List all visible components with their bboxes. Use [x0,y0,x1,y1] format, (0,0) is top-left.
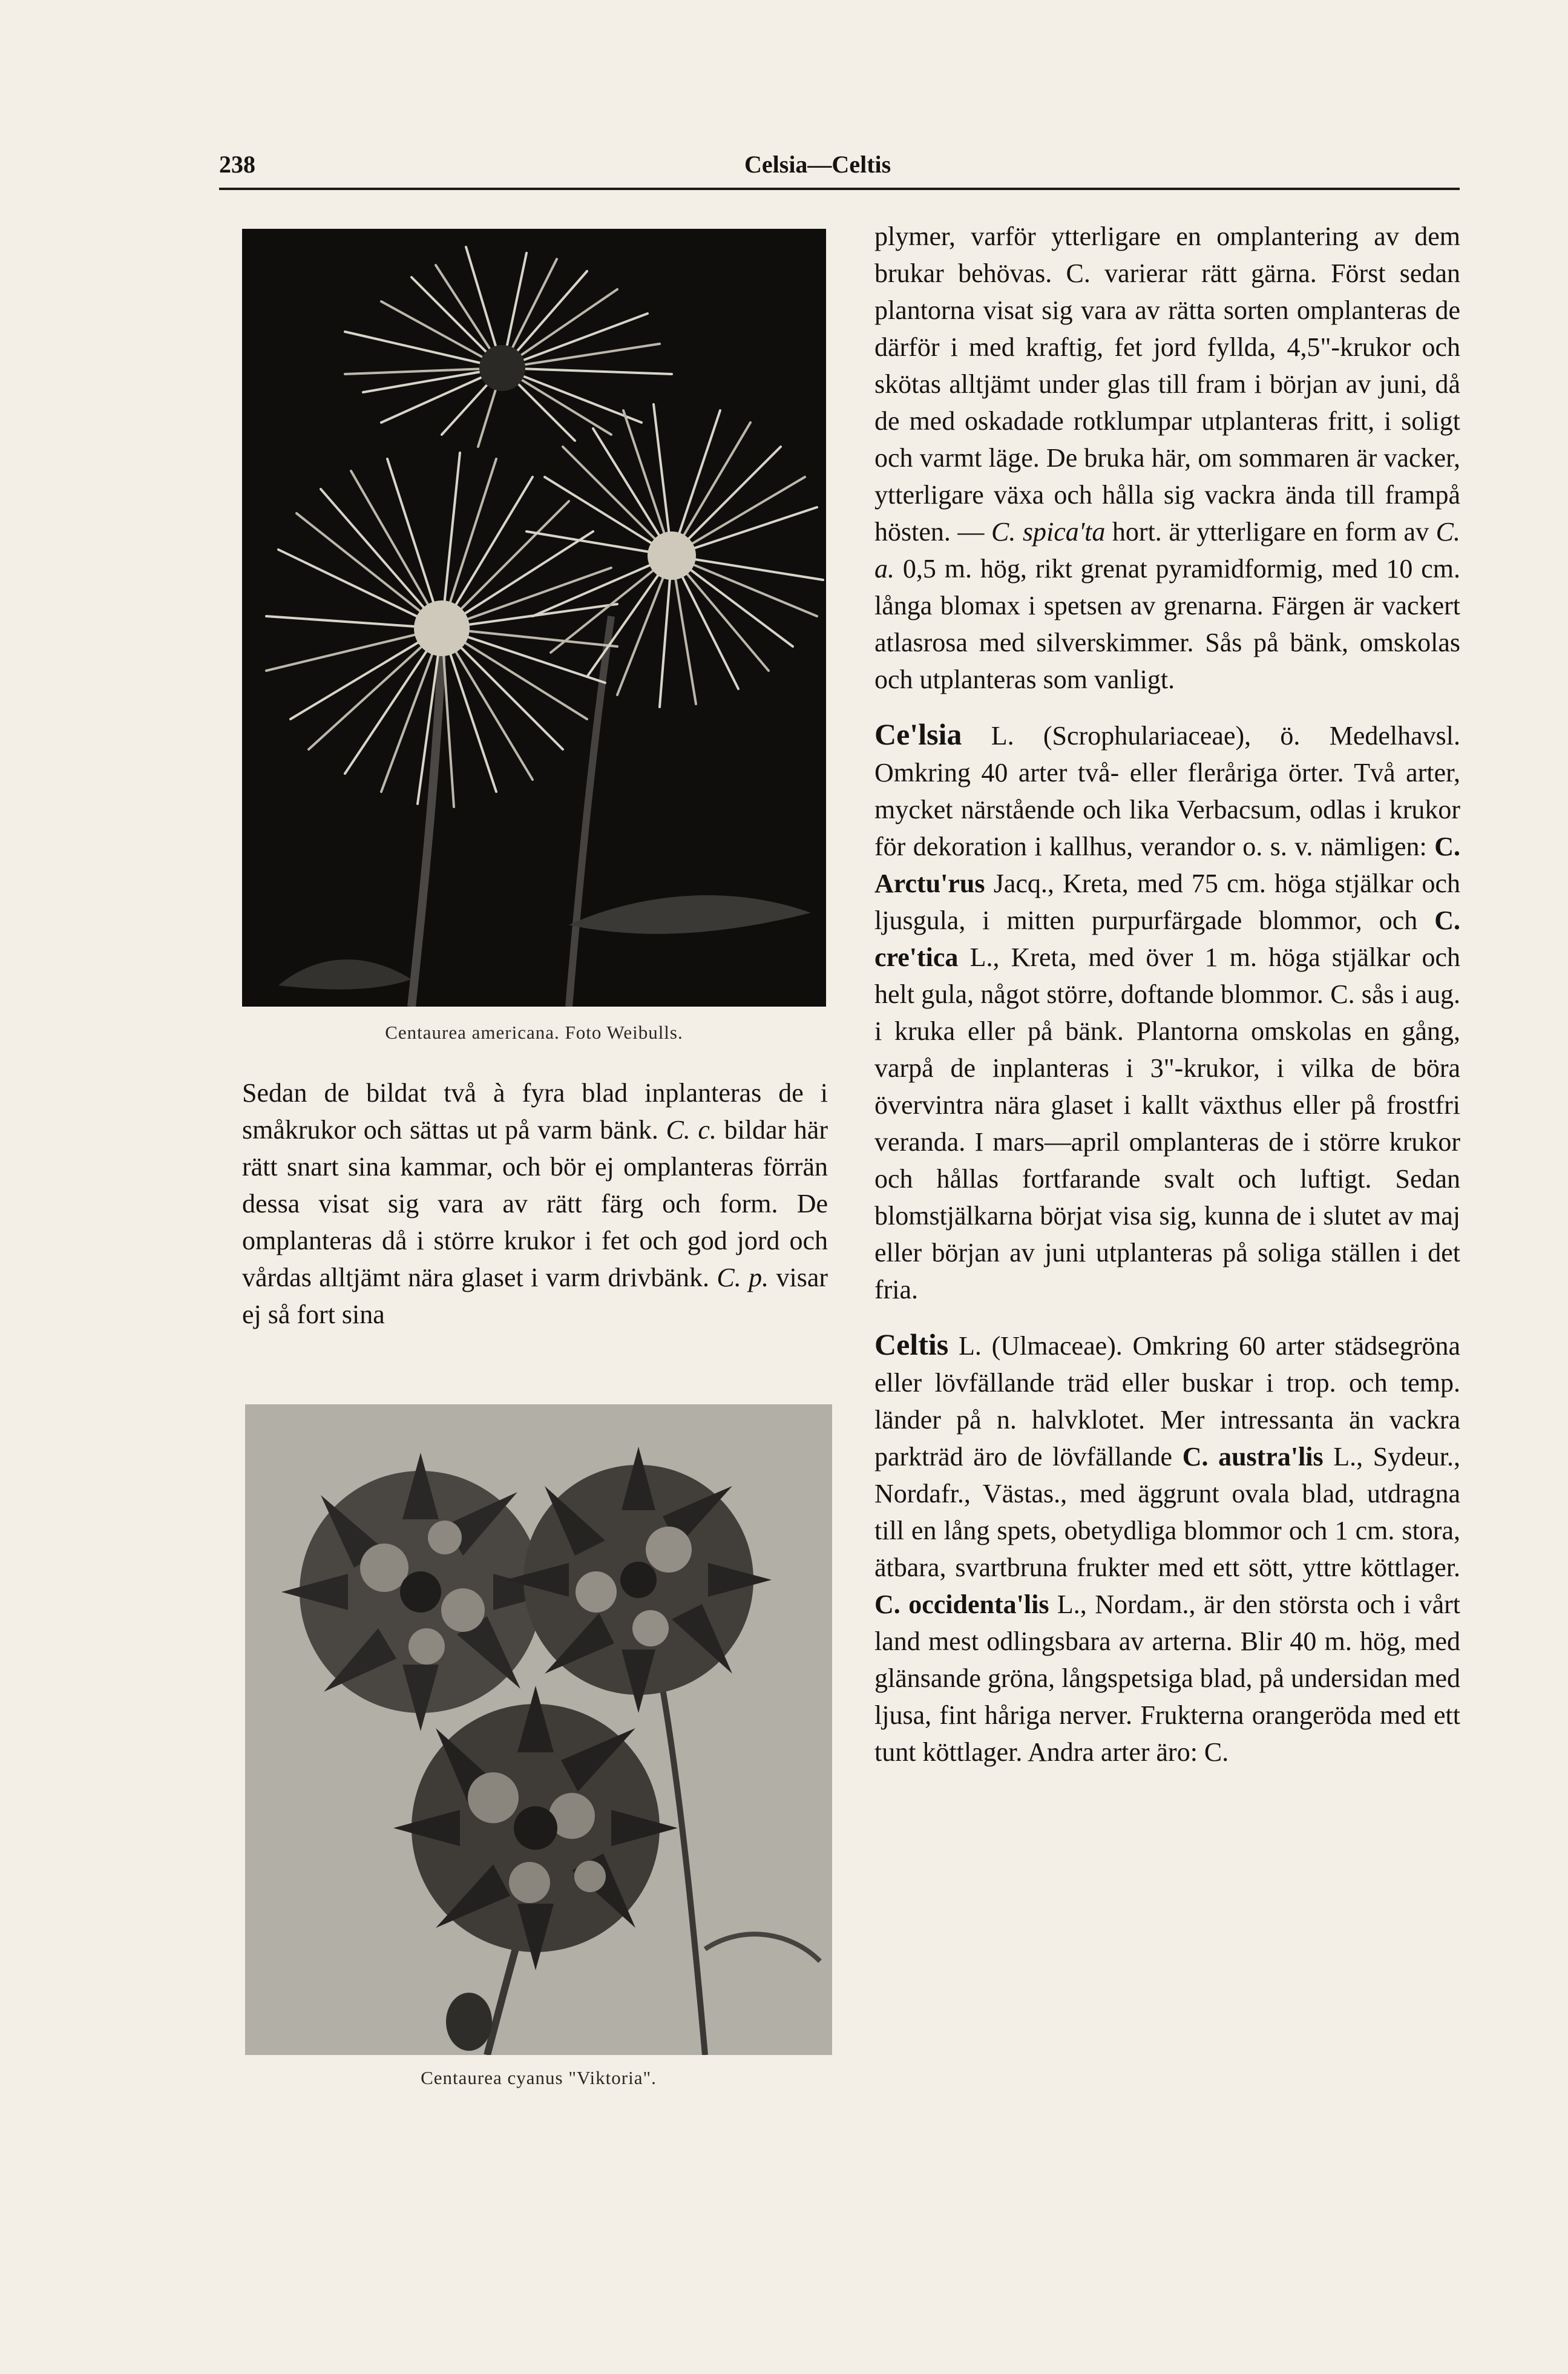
italic-term: C. spica'ta [991,517,1106,547]
text-run: L. (Ulmaceae). Omkring 60 arter städsegröna eller lövfällande träd eller buskar i trop. och temp. länder på n. halvklotet. Mer intressanta än vackra parkträd äro de lövfällande [874,1331,1460,1471]
text-run: L., Sydeur., Nordafr., Västas., med äggrunt ovala blad, utdragna till en lång spets, obetydliga blommor och 1 cm. stora, ätbara, svartbruna frukter med ett sött, yttre köttlager. [874,1442,1460,1582]
italic-term: C. p. [717,1263,769,1292]
photo-centaurea-americana [242,229,826,1007]
figure-centaurea-cyanus [245,1404,832,2100]
text-run: 0,5 m. hög, rikt grenat pyramidformig, med 10 cm. långa blomax i spetsen av grenarna. Färgen är vackert atlasrosa med silverskimmer. Sås på bänk, omskolas och utplanteras som vanligt. [874,554,1460,694]
text-run: L. (Scrophulariaceae), ö. Medelhavsl. Omkring 40 arter två- eller fleråriga örter. Två arter, mycket närstående och lika Verbacsum, odlas i krukor för dekoration i kallhus, verandor o. s. v. nämligen: [874,721,1460,861]
species-name: C. occidenta'lis [874,1590,1049,1619]
text-run: visar ej så fort sina [242,1263,828,1329]
right-column [874,218,1460,1771]
figure-caption: Centaurea americana. Foto Weibulls. [385,1022,683,1043]
text-run: L., Kreta, med över 1 m. höga stjälkar och helt gula, något större, doftande blommor. C. sås i aug. i kruka eller på bänk. Plantorna omskolas en gång, varpå de inplanteras i 3"-krukor, i vilka de böra övervintra nära glaset i kallt växthus eller på frostfri veranda. I mars—april omplanteras de i större krukor och hållas fortfarande svalt och luftigt. Sedan blomstjälkarna börjat visa sig, kunna de i slutet av maj eller början av juni utplanteras på soliga ställen i det fria. [874,942,1460,1304]
photo-centaurea-cyanus [245,1404,832,2055]
italic-term: C. a. [874,517,1460,584]
entry-celsia [874,716,1460,1308]
headword: Ce'lsia [874,717,962,751]
paragraph [874,218,1460,698]
entry-celtis [874,1326,1460,1771]
paragraph [242,1074,828,1333]
header-rule [219,188,1460,190]
species-name: C. Arctu'rus [874,832,1460,898]
figure-caption: Centaurea cyanus "Viktoria". [421,2067,657,2088]
headword: Celtis [874,1327,949,1361]
text-run: Jacq., Kreta, med 75 cm. höga stjälkar och ljusgula, i mitten purpurfärgade blommor, och [874,869,1460,935]
page-number: 238 [219,151,255,178]
species-name: C. austra'lis [1182,1442,1324,1471]
text-run: hort. är ytterligare en form av [1105,517,1436,547]
text-run: L., Nordam., är den största och i vårt land mest odlingsbara av arterna. Blir 40 m. hög, med glänsande gröna, långspetsiga blad, på undersidan med ljusa, fint håriga nerver. Frukterna orangeröda med ett tunt köttlager. Andra arter äro: C. [874,1590,1460,1767]
figure-centaurea-americana [242,229,826,1058]
left-column [242,1074,828,1333]
text-run: plymer, varför ytterligare en omplantering av dem brukar behövas. C. varierar rätt gärna. Först sedan plantorna visat sig vara av rätta sorten omplanteras de därför i med kraftig, fet jord fyllda, 4,5"-krukor och skötas alltjämt under glas till fram i början av juni, då de med oskadade rotklumpar utplanteras fritt, i soligt och varmt läge. De bruka här, om sommaren är vacker, ytterligare växa och hålla sig vackra ända till frampå hösten. — [874,222,1460,547]
italic-term: C. c. [666,1115,717,1145]
species-name: C. cre'tica [874,906,1460,972]
text-run: bildar här rätt snart sina kammar, och bör ej omplanteras förrän dessa visat sig vara av rätt färg och form. De omplanteras då i större krukor i fet och god jord och vårdas alltjämt nära glaset i varm drivbänk. [242,1115,828,1292]
running-head: Celsia—Celtis [744,151,891,178]
text-run: Sedan de bildat två à fyra blad inplanteras de i småkrukor och sättas ut på varm bänk. [242,1078,828,1145]
